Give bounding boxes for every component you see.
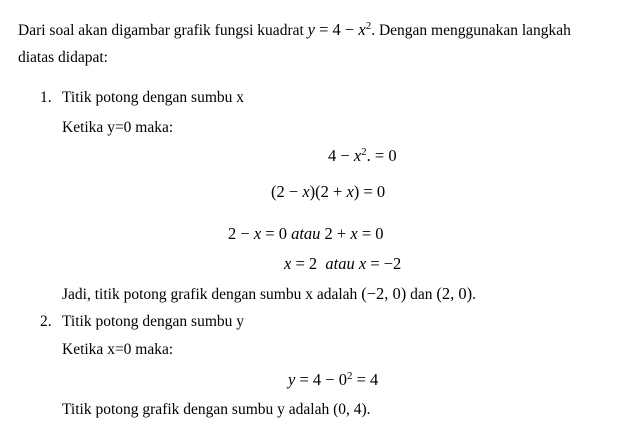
list-item-number-2: 2. — [40, 313, 52, 330]
equation-step-5: $y = 4 - 0^2 = 4$ — [288, 370, 379, 389]
equation-var: x — [358, 20, 366, 39]
intro-text-before: Dari soal akan digambar grafik fungsi kuadrat — [18, 22, 308, 39]
conclusion-2-end: . — [366, 401, 371, 418]
equation-step-3: 2 − x = 0 atau 2 + x = 0 — [228, 224, 384, 243]
equation-exponent: 2 — [365, 20, 372, 32]
conclusion-1-text: Jadi, titik potong grafik dengan sumbu x adalah — [62, 286, 362, 303]
conclusion-1 — [62, 284, 476, 305]
conclusion-1-end: . — [472, 286, 476, 303]
intro-line-1 — [18, 20, 571, 41]
intro-text-after: . Dengan menggunakan langkah — [371, 22, 571, 39]
equation-step-4: x = 2 atau x = −2 — [284, 254, 402, 273]
equation-mid: = 4 − — [315, 20, 359, 39]
conclusion-2-text: Titik potong grafik dengan sumbu y adalah — [62, 401, 334, 418]
equation-step-2: (2 − x)(2 + x) = 0 — [271, 182, 386, 201]
point-2: (2, 0) — [436, 284, 473, 303]
list-item-title-2: Titik potong dengan sumbu y — [62, 313, 244, 330]
list-item-title-1: Titik potong dengan sumbu x — [62, 89, 244, 106]
intro-line-2: diatas didapat: — [18, 49, 108, 66]
equation-step-1: $4 - x^2$. = 0 — [328, 146, 397, 165]
condition-1: Ketika y=0 maka: — [62, 119, 174, 136]
intro-equation — [308, 20, 372, 39]
point-1: (−2, 0) — [361, 284, 407, 303]
point-3: (0, 4) — [333, 401, 367, 418]
list-item-number-1: 1. — [40, 89, 52, 106]
conclusion-2 — [62, 400, 371, 420]
conclusion-1-mid: dan — [406, 286, 437, 303]
condition-2: Ketika x=0 maka: — [62, 341, 174, 358]
equation-lhs: y — [307, 20, 315, 39]
